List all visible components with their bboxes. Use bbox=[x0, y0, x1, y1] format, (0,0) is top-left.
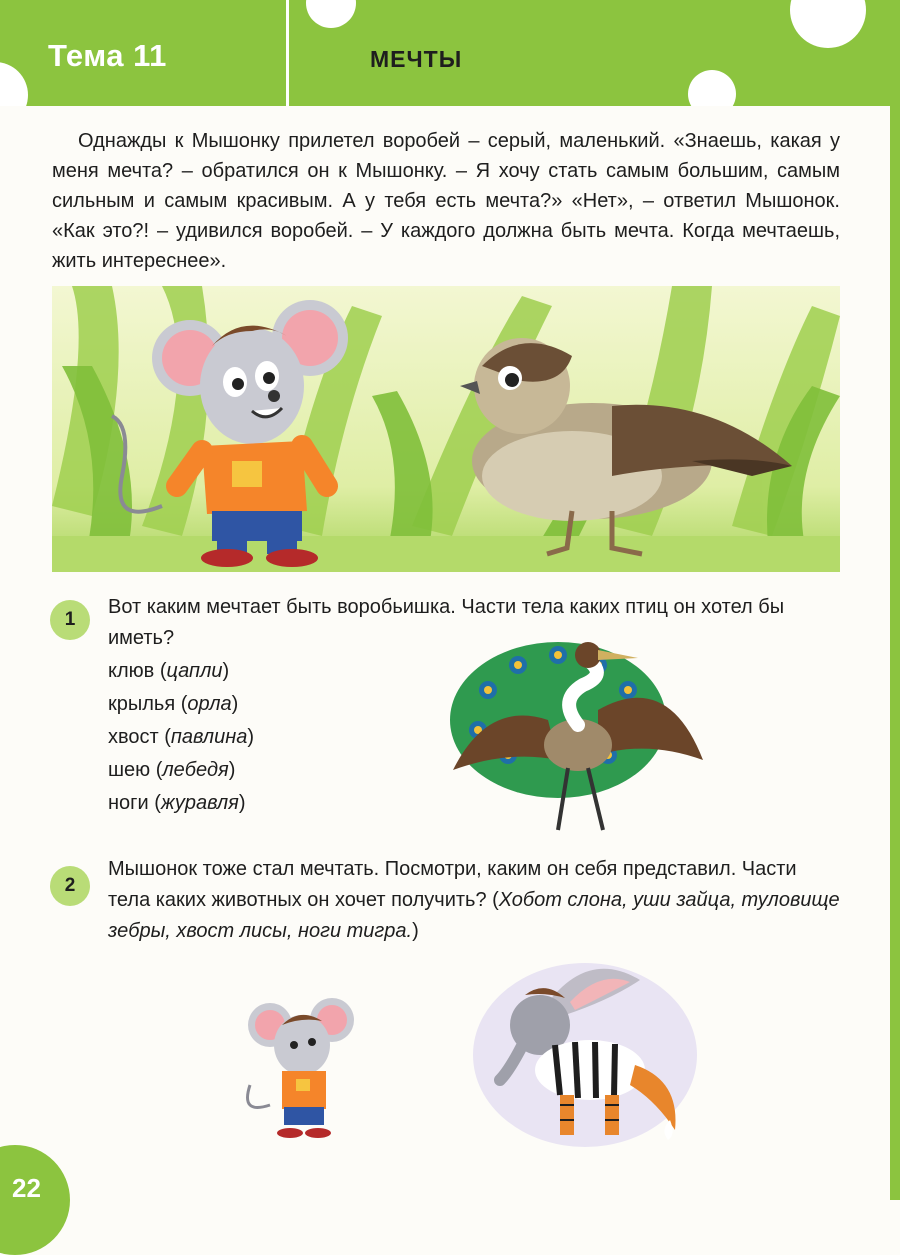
page-title: МЕЧТЫ bbox=[370, 46, 463, 72]
dream-animal-illustration bbox=[470, 960, 700, 1150]
small-mouse-illustration bbox=[240, 995, 360, 1145]
answer-item: клюв (цапли) bbox=[108, 660, 230, 682]
header-divider bbox=[286, 0, 289, 106]
answer-item: хвост (павлина) bbox=[108, 726, 255, 748]
task2-text: Мышонок тоже стал мечтать. Посмотри, каким он себя представил. Части тела каких животных он хочет получить? (Хобот слона, уши зайца, туловище зебры, хвост лисы, ноги тигра.) bbox=[108, 858, 840, 942]
task-number-badge: 1 bbox=[50, 600, 90, 640]
dream-bird-illustration bbox=[448, 630, 718, 840]
answer-item: ноги (журавля) bbox=[108, 792, 246, 814]
task1-question: Вот каким мечтает быть воробьишка. Части тела каких птиц он хотел бы иметь? bbox=[108, 596, 785, 649]
page-number: 22 bbox=[12, 1173, 41, 1203]
task2-answer: Хобот слона, уши зайца, туловище зебры, хвост лисы, ноги тигра. bbox=[108, 889, 840, 942]
task1-answers bbox=[108, 655, 254, 820]
topic-header bbox=[0, 0, 900, 106]
decorative-dot bbox=[688, 70, 736, 106]
page-edge-stripe bbox=[890, 106, 900, 1200]
answer-item: крылья (орла) bbox=[108, 693, 239, 715]
decorative-dot bbox=[306, 0, 356, 28]
decorative-dot bbox=[0, 62, 28, 106]
topic-number: Тема 11 bbox=[48, 38, 167, 73]
answer-item: шею (лебедя) bbox=[108, 759, 236, 781]
task2-question: Мышонок тоже стал мечтать. Посмотри, каким он себя представил. Части тела каких животных он хочет получить? bbox=[108, 858, 797, 911]
mouse-and-sparrow-illustration bbox=[52, 286, 840, 572]
decorative-dot bbox=[790, 0, 866, 48]
task-number-badge: 2 bbox=[50, 866, 90, 906]
intro-paragraph: Однажды к Мышонку прилетел воробей – серый, маленький. «Знаешь, какая у меня мечта? – обратился он к Мышонку. – Я хочу стать самым большим, самым сильным и самым красивым. А у тебя есть мечта?» «Нет», – ответил Мышонок. «Как это?! – удивился воробей. – У каждого должна быть мечта. Когда мечтаешь, жить интереснее». bbox=[52, 130, 840, 272]
